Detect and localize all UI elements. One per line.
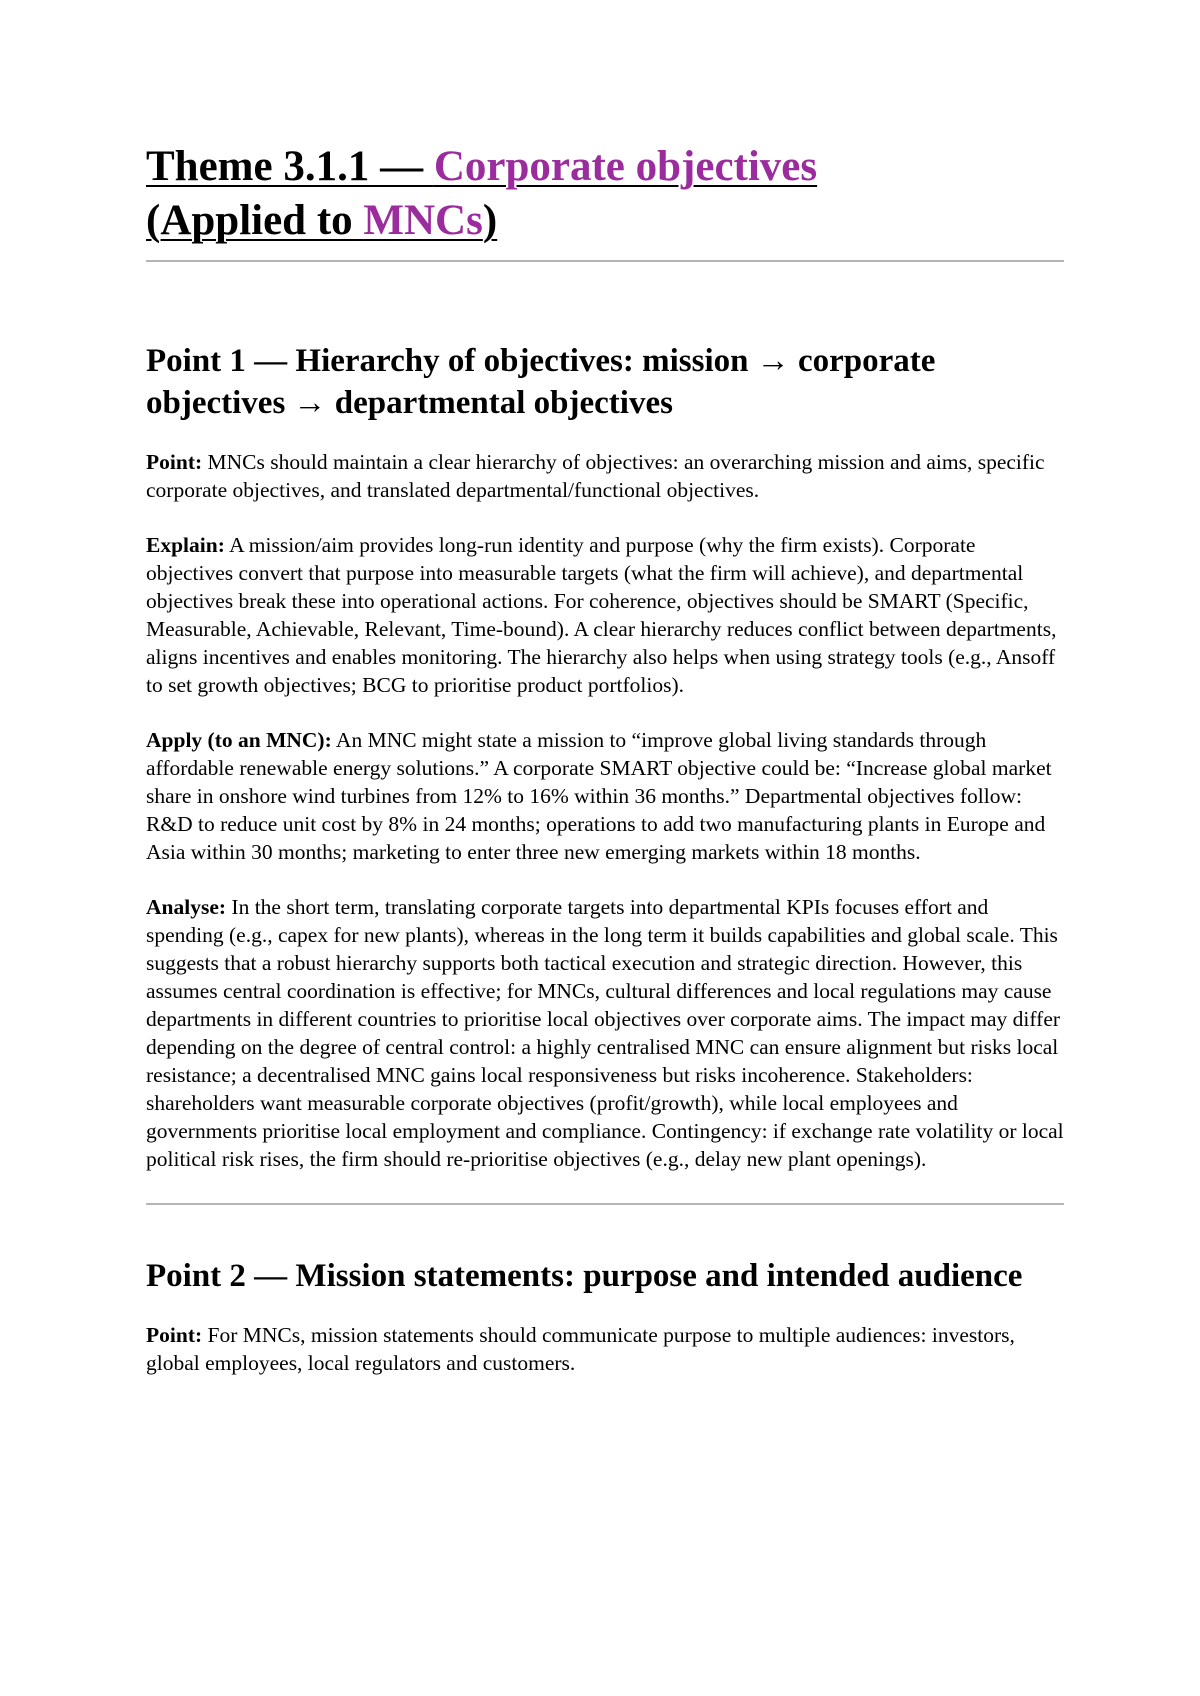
point1-point-text: MNCs should maintain a clear hierarchy of objectives: an overarching mission and aims, specific corporate objectives, and translated departmental/functional objectives. bbox=[146, 450, 1045, 502]
point1-analyse-paragraph bbox=[146, 893, 1064, 1173]
document-page bbox=[146, 140, 1064, 1377]
point2-point-text: For MNCs, mission statements should communicate purpose to multiple audiences: investors, global employees, local regulators and customers. bbox=[146, 1323, 1015, 1375]
title-link-mncs[interactable]: MNCs bbox=[363, 197, 483, 244]
point1-explain-paragraph bbox=[146, 531, 1064, 699]
point1-explain-label: Explain: bbox=[146, 533, 225, 557]
title-line2-suffix: ) bbox=[482, 197, 498, 244]
document-title bbox=[146, 140, 1064, 248]
title-line2-prefix: (Applied to bbox=[146, 197, 364, 244]
point1-apply-label: Apply (to an MNC): bbox=[146, 728, 332, 752]
point1-explain-text: A mission/aim provides long-run identity and purpose (why the firm exists). Corporate objectives convert that purpose into measurable targets (what the firm will achieve), and departmental objectives break these into operational actions. For coherence, objectives should be SMART (Specific, Measurable, Achievable, Relevant, Time-bound). A clear hierarchy reduces conflict between departments, aligns incentives and enables monitoring. The hierarchy also helps when using strategy tools (e.g., Ansoff to set growth objectives; BCG to prioritise product portfolios). bbox=[146, 533, 1057, 697]
point1-point-label: Point: bbox=[146, 450, 203, 474]
point2-point-paragraph bbox=[146, 1321, 1064, 1377]
point1-analyse-label: Analyse: bbox=[146, 895, 227, 919]
point1-apply-paragraph bbox=[146, 726, 1064, 866]
title-prefix: Theme 3.1.1 — bbox=[146, 143, 434, 190]
point2-heading: Point 2 — Mission statements: purpose and intended audience bbox=[146, 1258, 1023, 1294]
title-divider bbox=[146, 260, 1064, 262]
section-divider bbox=[146, 1203, 1064, 1205]
point2-point-label: Point: bbox=[146, 1323, 203, 1347]
point1-analyse-text: In the short term, translating corporate targets into departmental KPIs focuses effort and spending (e.g., capex for new plants), whereas in the long term it builds capabilities and global scale. This suggests that a robust hierarchy supports both tactical execution and strategic direction. However, this assumes central coordination is effective; for MNCs, cultural differences and local regulations may cause departments in different countries to prioritise local objectives over corporate aims. The impact may differ depending on the degree of central control: a highly centralised MNC can ensure alignment but risks local resistance; a decentralised MNC gains local responsiveness but risks incoherence. Stakeholders: shareholders want measurable corporate objectives (profit/growth), while local employees and governments prioritise local employment and compliance. Contingency: if exchange rate volatility or local political risk rises, the firm should re-prioritise objectives (e.g., delay new plant openings). bbox=[146, 895, 1064, 1171]
title-link-corporate-objectives[interactable]: Corporate objectives bbox=[433, 143, 818, 190]
point1-point-paragraph bbox=[146, 448, 1064, 504]
point1-heading: Point 1 — Hierarchy of objectives: mission → corporate objectives → departmental objectives bbox=[146, 343, 936, 421]
point1-apply-text: An MNC might state a mission to “improve global living standards through affordable renewable energy solutions.” A corporate SMART objective could be: “Increase global market share in onshore wind turbines from 12% to 16% within 36 months.” Departmental objectives follow: R&D to reduce unit cost by 8% in 24 months; operations to add two manufacturing plants in Europe and Asia within 30 months; marketing to enter three new emerging markets within 18 months. bbox=[146, 728, 1052, 864]
